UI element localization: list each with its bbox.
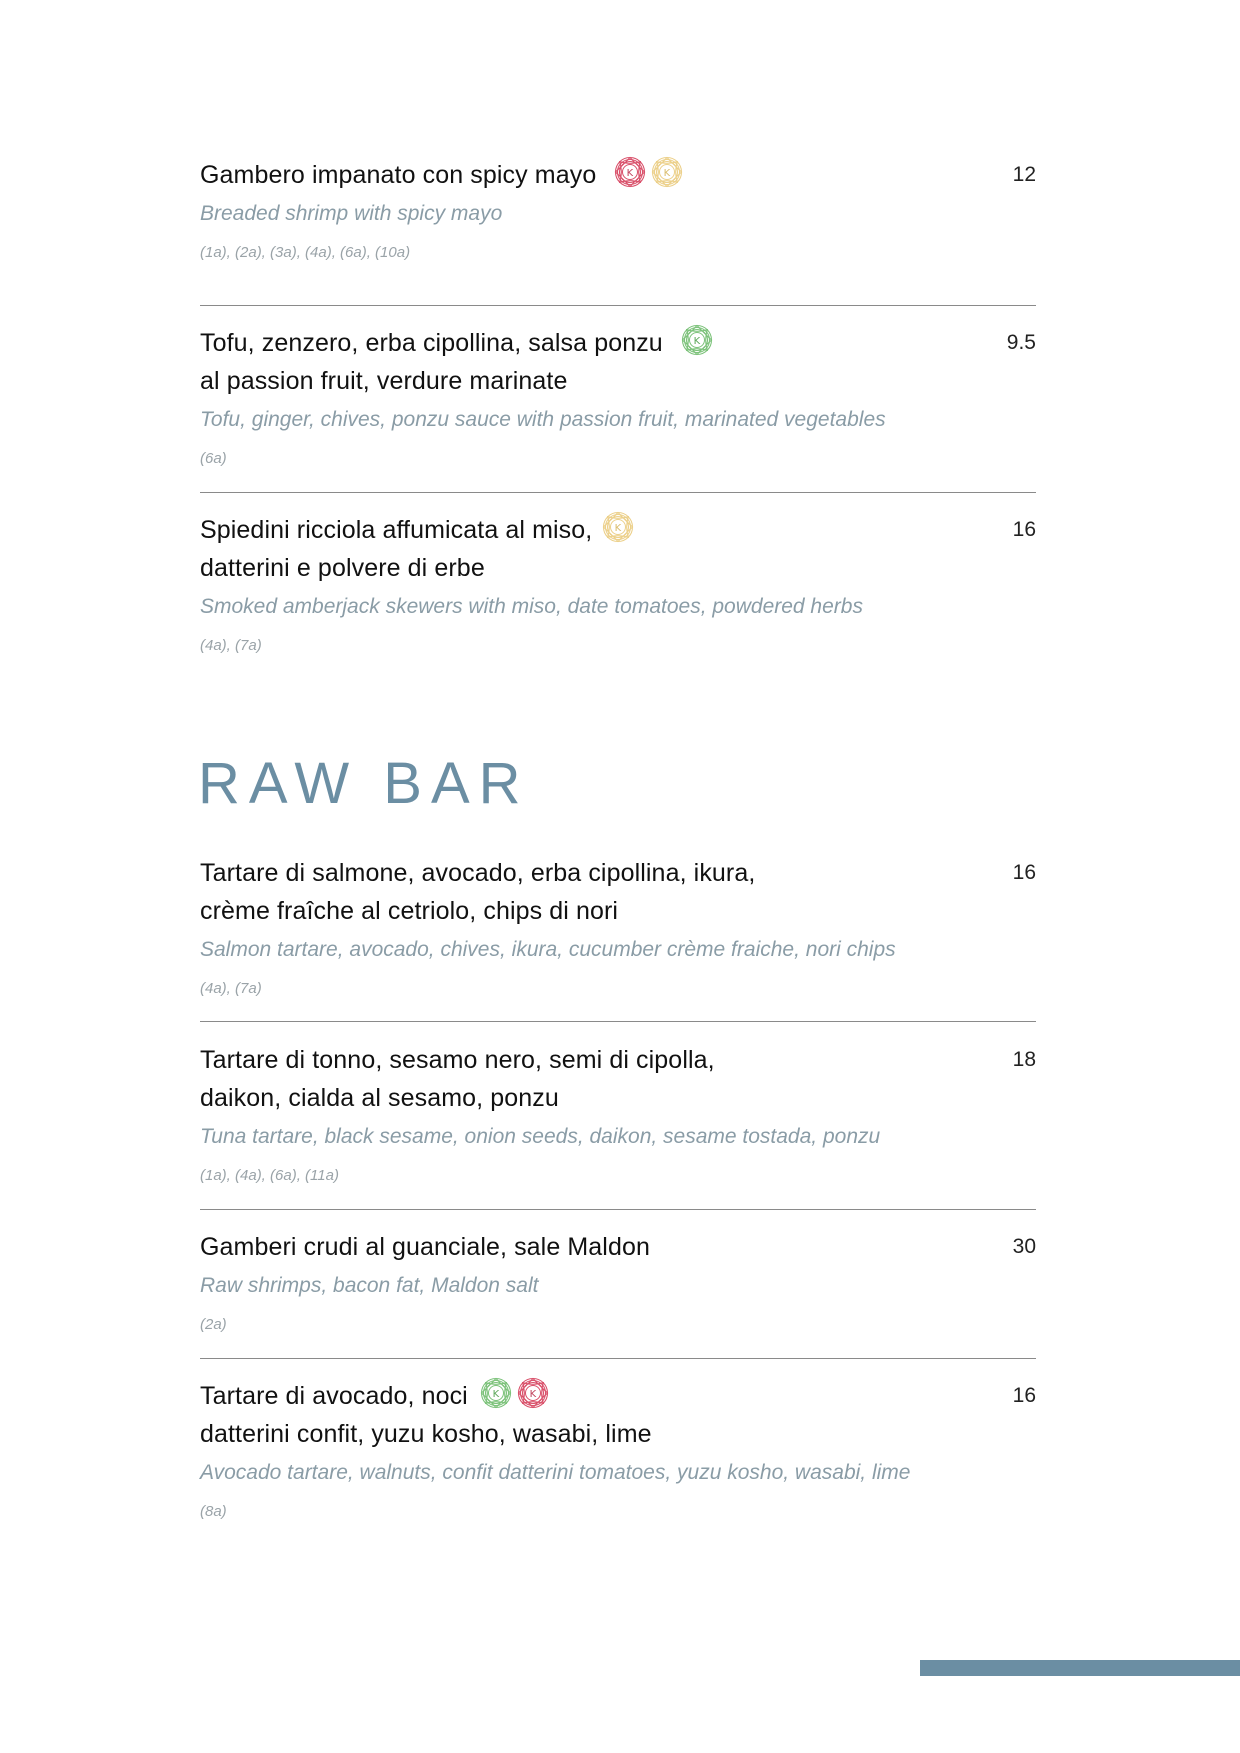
dietary-badges — [614, 156, 683, 188]
item-allergens: (2a) — [200, 1316, 227, 1333]
item-title — [200, 1377, 956, 1453]
svg-text:K: K — [529, 1389, 537, 1401]
section-heading-raw-bar: RAW BAR — [198, 751, 530, 816]
badge-green-k-icon — [681, 324, 713, 356]
svg-text:K: K — [492, 1389, 500, 1401]
item-price: 12 — [1012, 163, 1036, 186]
menu-item-gamberi-crudi — [200, 1228, 1036, 1344]
item-allergens: (1a), (4a), (6a), (11a) — [200, 1167, 339, 1184]
svg-text:K: K — [693, 336, 701, 348]
item-title-line: Tartare di tonno, sesamo nero, semi di cipolla, — [200, 1046, 715, 1074]
menu-item-gambero-impanato — [200, 156, 1036, 272]
item-price: 18 — [1012, 1048, 1036, 1071]
item-translation: Salmon tartare, avocado, chives, ikura, cucumber crème fraiche, nori chips — [200, 938, 896, 961]
item-title-line: Tartare di salmone, avocado, erba cipollina, ikura, — [200, 859, 756, 887]
badge-green-k-icon — [480, 1377, 512, 1409]
badge-yellow-k-icon — [651, 156, 683, 188]
item-title-row — [200, 1377, 1036, 1453]
item-title-line: datterini confit, yuzu kosho, wasabi, lime — [200, 1420, 652, 1448]
item-title-line: Tartare di avocado, noci K K — [200, 1377, 956, 1415]
svg-text:K: K — [627, 168, 634, 180]
footer-accent-bar — [920, 1660, 1240, 1676]
item-title-line: Spiedini ricciola affumicata al miso, K — [200, 511, 956, 549]
divider — [200, 305, 1036, 306]
item-translation: Tuna tartare, black sesame, onion seeds, daikon, sesame tostada, ponzu — [200, 1125, 881, 1148]
item-title-row — [200, 1228, 1036, 1266]
svg-text:K: K — [664, 168, 671, 180]
item-title-line: datterini e polvere di erbe — [200, 554, 485, 582]
item-price: 16 — [1012, 1384, 1036, 1407]
divider — [200, 492, 1036, 493]
menu-item-tartare-avocado — [200, 1377, 1036, 1531]
divider — [200, 1358, 1036, 1359]
badge-yellow-k-icon — [602, 511, 634, 543]
dietary-badges — [681, 324, 713, 356]
item-price: 16 — [1012, 861, 1036, 884]
item-price: 16 — [1012, 518, 1036, 541]
dietary-badges — [480, 1377, 549, 1409]
item-price: 30 — [1012, 1235, 1036, 1258]
menu-item-spiedini-ricciola — [200, 511, 1036, 665]
item-allergens: (1a), (2a), (3a), (4a), (6a), (10a) — [200, 244, 411, 261]
item-title — [200, 511, 956, 587]
menu-item-tartare-salmone — [200, 854, 1036, 1008]
item-title — [200, 156, 956, 194]
item-translation: Tofu, ginger, chives, ponzu sauce with passion fruit, marinated vegetables — [200, 408, 886, 431]
menu-item-tofu-zenzero — [200, 324, 1036, 478]
item-title-line: daikon, cialda al sesamo, ponzu — [200, 1084, 559, 1112]
item-title — [200, 1228, 956, 1266]
item-allergens: (6a) — [200, 450, 227, 467]
item-allergens: (4a), (7a) — [200, 980, 262, 997]
badge-red-k-icon — [517, 1377, 549, 1409]
item-title-row — [200, 511, 1036, 587]
item-translation: Raw shrimps, bacon fat, Maldon salt — [200, 1274, 539, 1297]
item-title-line: al passion fruit, verdure marinate — [200, 367, 568, 395]
dietary-badges — [602, 511, 634, 543]
item-title-line: Gamberi crudi al guanciale, sale Maldon — [200, 1233, 650, 1261]
divider — [200, 1021, 1036, 1022]
menu-item-tartare-tonno — [200, 1041, 1036, 1195]
item-price: 9.5 — [1006, 331, 1036, 354]
item-title — [200, 324, 956, 400]
item-translation: Smoked amberjack skewers with miso, date tomatoes, powdered herbs — [200, 595, 863, 618]
item-translation: Breaded shrimp with spicy mayo — [200, 202, 503, 225]
divider — [200, 1209, 1036, 1210]
item-title-row — [200, 854, 1036, 930]
svg-text:K: K — [614, 523, 622, 535]
item-title-row — [200, 1041, 1036, 1117]
item-title-line: Tofu, zenzero, erba cipollina, salsa ponzu K — [200, 324, 956, 362]
badge-red-k-icon — [614, 156, 646, 188]
item-title — [200, 1041, 956, 1117]
item-title-line: Gambero impanato con spicy mayo K K — [200, 156, 956, 194]
item-title-row — [200, 324, 1036, 400]
item-title-line: crème fraîche al cetriolo, chips di nori — [200, 897, 619, 925]
item-title — [200, 854, 956, 930]
item-title-row — [200, 156, 1036, 194]
item-allergens: (4a), (7a) — [200, 637, 262, 654]
item-translation: Avocado tartare, walnuts, confit datterini tomatoes, yuzu kosho, wasabi, lime — [200, 1461, 911, 1484]
item-allergens: (8a) — [200, 1503, 227, 1520]
